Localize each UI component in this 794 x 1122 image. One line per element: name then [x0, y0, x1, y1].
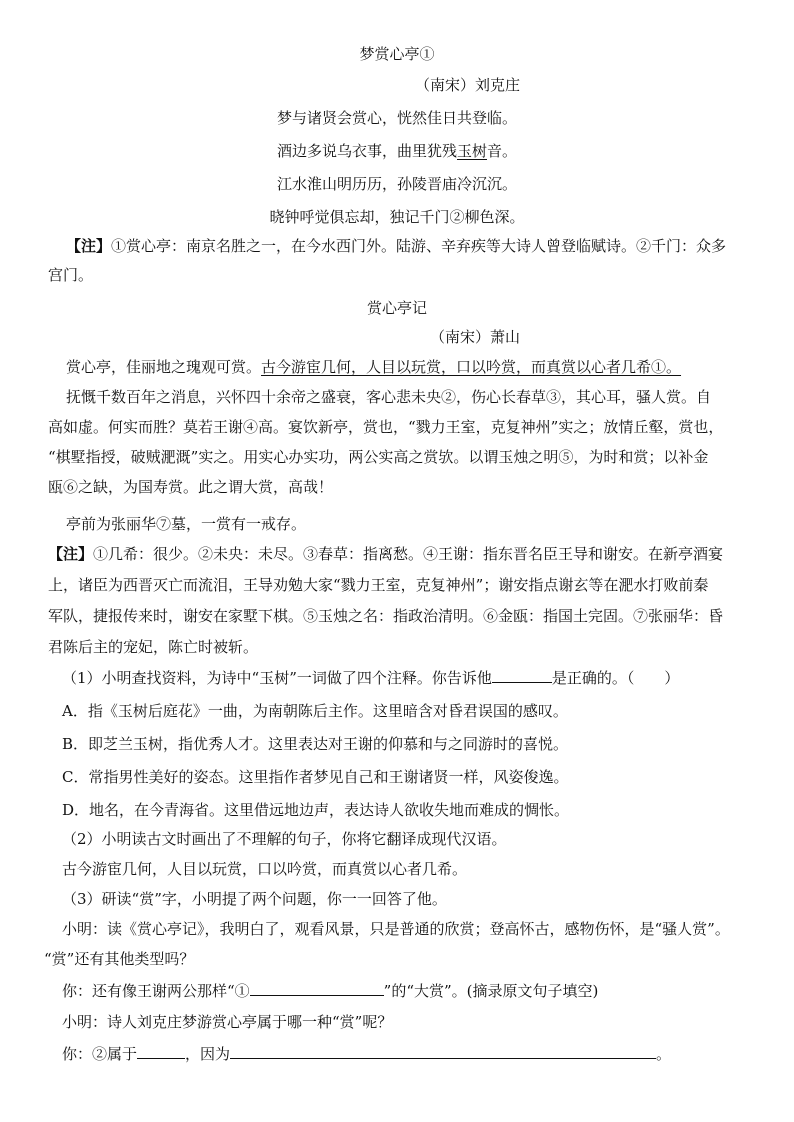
- option-d: D．地名，在今青海省。这里借远地边声，表达诗人欲收失地而难成的惆怅。: [62, 801, 570, 819]
- poem-line-4: 晓钟呼觉俱忘却，独记千门②柳色深。: [269, 208, 525, 226]
- essay-note-line-3: 军队，捷报传来时，谢安在家墅下棋。⑤玉烛之名：指政治清明。⑥金瓯：指国土完固。⑦张丽华：昏: [48, 607, 724, 625]
- answer-blank-2-reason[interactable]: [230, 1043, 656, 1059]
- essay-paragraph-3: 亭前为张丽华⑦墓，一赏有一戒存。: [66, 515, 307, 533]
- note-label: 【注】: [66, 237, 112, 255]
- note-label: 【注】: [48, 545, 94, 563]
- answer-blank-2-type[interactable]: [137, 1043, 185, 1059]
- poem-note-cont: 宫门。: [48, 266, 94, 284]
- dialog-you-2: 你：②属于 ，因为 。: [62, 1045, 672, 1063]
- essay-note-line-4: 君陈后主的宠妃，陈亡时被斩。: [48, 638, 259, 656]
- answer-blank-q1[interactable]: [492, 667, 552, 683]
- dialog-you-1: 你：还有像王谢两公那样“① ”的“大赏”。(摘录原文句子填空): [62, 982, 599, 1000]
- essay-paragraph-2-line-3: “棋墅指授，破贼淝溉”实之。用实心办实功，两公实高之赏欤。以谓玉烛之明⑤，为时和赏；以补金: [48, 448, 709, 466]
- essay-paragraph-2-line-2: 高如虚。何实而胜？莫若王谢④高。宴饮新亭，赏也，“戮力王室，克复神州”实之；放情丘壑，赏也，: [48, 418, 724, 436]
- option-a: A．指《玉树后庭花》一曲，为南朝陈后主作。这里暗含对昏君误国的感叹。: [62, 702, 568, 720]
- dialog-xiaoming-1-line-2: “赏”还有其他类型吗？: [44, 950, 195, 968]
- essay-note-line-2: 上，诸臣为西晋灭亡而流泪，王导劝勉大家“戮力王室，克复神州”；谢安指点谢玄等在淝水打败前秦: [48, 576, 709, 594]
- question-3: （3）研读“赏”字，小明提了两个问题，你一一回答了他。: [62, 890, 447, 908]
- question-1: （1）小明查找资料，为诗中“玉树”一词做了四个注释。你告诉他 是正确的。（ ）: [62, 669, 680, 687]
- essay-title: 赏心亭记: [366, 299, 427, 317]
- dialog-xiaoming-2: 小明：诗人刘克庄梦游赏心亭属于哪一种“赏”呢？: [62, 1013, 393, 1031]
- poem-title: 梦赏心亭①: [359, 45, 435, 63]
- option-b: B．即芝兰玉树，指优秀人才。这里表达对王谢的仰慕和与之同游时的喜悦。: [62, 735, 569, 753]
- essay-paragraph-2-line-1: 抚慨千数百年之消息，兴怀四十余帝之盛衰，客心悲未央②，伤心长春草③，其心耳，骚人赏。自: [66, 388, 712, 406]
- essay-author: （南宋）萧山: [430, 328, 521, 346]
- poem-line-3: 江水淮山明历历，孙陵晋庙冷沉沉。: [276, 175, 517, 193]
- poem-author: （南宋）刘克庄: [415, 76, 521, 94]
- question-2-sentence: 古今游宦几何，人目以玩赏，口以吟赏，而真赏以心者几希。: [62, 860, 468, 878]
- essay-paragraph-1: 赏心亭，佳丽地之瑰观可赏。古今游宦几何，人目以玩赏，口以吟赏，而真赏以心者几希①。: [66, 358, 682, 376]
- essay-note-line-1: 【注】①几希：很少。②未央：未尽。③春草：指离愁。④王谢：指东晋名臣王导和谢安。在新亭酒宴: [48, 545, 724, 563]
- underlined-sentence: 古今游宦几何，人目以玩赏，口以吟赏，而真赏以心者几希①。: [261, 358, 682, 376]
- poem-note: 【注】①赏心亭：南京名胜之一，在今水西门外。陆游、辛弃疾等大诗人曾登临赋诗。②千门：众多: [66, 237, 727, 255]
- underlined-yushu: 玉树: [456, 142, 487, 160]
- question-2: （2）小明读古文时画出了不理解的句子，你将它翻译成现代汉语。: [62, 830, 507, 848]
- poem-line-1: 梦与诸贤会赏心，恍然佳日共登临。: [276, 109, 517, 127]
- dialog-xiaoming-1-line-1: 小明：读《赏心亭记》，我明白了，观看风景，只是普通的欣赏；登高怀古，感物伤怀，是“骚人赏”。: [62, 920, 730, 938]
- option-c: C．常指男性美好的姿态。这里指作者梦见自己和王谢诸贤一样，风姿俊逸。: [62, 768, 569, 786]
- poem-line-2: 酒边多说乌衣事，曲里犹残玉树音。: [276, 142, 518, 160]
- answer-blank-1[interactable]: [250, 980, 384, 996]
- essay-paragraph-2-line-4: 瓯⑥之缺，为国寿赏。此之谓大赏，高哉！: [48, 478, 334, 496]
